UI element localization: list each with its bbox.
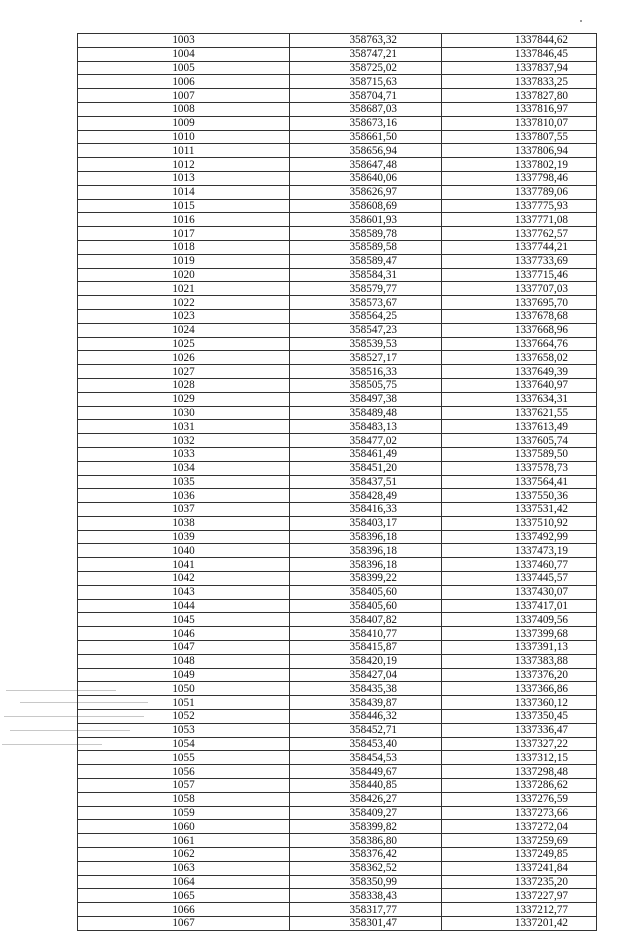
point-number-cell: 1056 [78,765,290,779]
x-coordinate-cell: 358608,69 [290,199,442,213]
point-number-cell: 1024 [78,323,290,337]
table-row [78,696,597,710]
y-coordinate-cell: 1337227,97 [442,889,597,903]
point-number-cell: 1063 [78,861,290,875]
y-coordinate-cell: 1337744,21 [442,240,597,254]
y-coordinate-cell: 1337640,97 [442,378,597,392]
table-row [78,682,597,696]
point-number-cell: 1018 [78,240,290,254]
point-number-cell: 1033 [78,447,290,461]
table-row [78,613,597,627]
point-number-cell: 1032 [78,434,290,448]
point-number-cell: 1067 [78,917,290,931]
x-coordinate-cell: 358440,85 [290,779,442,793]
table-row [78,806,597,820]
y-coordinate-cell: 1337816,97 [442,102,597,116]
point-number-cell: 1039 [78,530,290,544]
x-coordinate-cell: 358715,63 [290,75,442,89]
x-coordinate-cell: 358409,27 [290,806,442,820]
y-coordinate-cell: 1337837,94 [442,61,597,75]
x-coordinate-cell: 358661,50 [290,130,442,144]
point-number-cell: 1045 [78,613,290,627]
point-number-cell: 1014 [78,185,290,199]
table-row [78,227,597,241]
point-number-cell: 1020 [78,268,290,282]
table-row [78,254,597,268]
y-coordinate-cell: 1337249,85 [442,848,597,862]
table-row [78,765,597,779]
y-coordinate-cell: 1337833,25 [442,75,597,89]
y-coordinate-cell: 1337273,66 [442,806,597,820]
point-number-cell: 1022 [78,296,290,310]
point-number-cell: 1005 [78,61,290,75]
scan-speck [580,20,582,22]
y-coordinate-cell: 1337550,36 [442,489,597,503]
point-number-cell: 1026 [78,351,290,365]
x-coordinate-cell: 358427,04 [290,668,442,682]
y-coordinate-cell: 1337376,20 [442,668,597,682]
coordinates-table [77,33,597,931]
point-number-cell: 1016 [78,213,290,227]
x-coordinate-cell: 358399,82 [290,820,442,834]
y-coordinate-cell: 1337695,70 [442,296,597,310]
x-coordinate-cell: 358415,87 [290,641,442,655]
x-coordinate-cell: 358451,20 [290,461,442,475]
y-coordinate-cell: 1337445,57 [442,572,597,586]
point-number-cell: 1040 [78,544,290,558]
x-coordinate-cell: 358704,71 [290,89,442,103]
x-coordinate-cell: 358640,06 [290,171,442,185]
point-number-cell: 1049 [78,668,290,682]
point-number-cell: 1025 [78,337,290,351]
x-coordinate-cell: 358452,71 [290,723,442,737]
x-coordinate-cell: 358439,87 [290,696,442,710]
point-number-cell: 1029 [78,392,290,406]
y-coordinate-cell: 1337531,42 [442,503,597,517]
x-coordinate-cell: 358747,21 [290,47,442,61]
table-row [78,751,597,765]
point-number-cell: 1052 [78,710,290,724]
x-coordinate-cell: 358426,27 [290,792,442,806]
table-row [78,47,597,61]
x-coordinate-cell: 358405,60 [290,585,442,599]
x-coordinate-cell: 358725,02 [290,61,442,75]
table-row [78,475,597,489]
y-coordinate-cell: 1337634,31 [442,392,597,406]
point-number-cell: 1010 [78,130,290,144]
point-number-cell: 1008 [78,102,290,116]
table-row [78,392,597,406]
table-row [78,75,597,89]
point-number-cell: 1027 [78,365,290,379]
y-coordinate-cell: 1337360,12 [442,696,597,710]
table-row [78,530,597,544]
table-row [78,654,597,668]
point-number-cell: 1050 [78,682,290,696]
y-coordinate-cell: 1337762,57 [442,227,597,241]
table-row [78,737,597,751]
y-coordinate-cell: 1337201,42 [442,917,597,931]
y-coordinate-cell: 1337399,68 [442,627,597,641]
y-coordinate-cell: 1337621,55 [442,406,597,420]
y-coordinate-cell: 1337789,06 [442,185,597,199]
x-coordinate-cell: 358547,23 [290,323,442,337]
y-coordinate-cell: 1337259,69 [442,834,597,848]
table-row [78,820,597,834]
y-coordinate-cell: 1337664,76 [442,337,597,351]
y-coordinate-cell: 1337589,50 [442,447,597,461]
x-coordinate-cell: 358477,02 [290,434,442,448]
point-number-cell: 1034 [78,461,290,475]
table-row [78,130,597,144]
point-number-cell: 1037 [78,503,290,517]
point-number-cell: 1036 [78,489,290,503]
y-coordinate-cell: 1337366,86 [442,682,597,696]
point-number-cell: 1061 [78,834,290,848]
x-coordinate-cell: 358527,17 [290,351,442,365]
point-number-cell: 1017 [78,227,290,241]
y-coordinate-cell: 1337668,96 [442,323,597,337]
table-row [78,144,597,158]
point-number-cell: 1030 [78,406,290,420]
point-number-cell: 1004 [78,47,290,61]
x-coordinate-cell: 358396,18 [290,558,442,572]
y-coordinate-cell: 1337810,07 [442,116,597,130]
x-coordinate-cell: 358350,99 [290,875,442,889]
point-number-cell: 1023 [78,309,290,323]
x-coordinate-cell: 358437,51 [290,475,442,489]
x-coordinate-cell: 358317,77 [290,903,442,917]
point-number-cell: 1064 [78,875,290,889]
y-coordinate-cell: 1337658,02 [442,351,597,365]
table-row [78,34,597,48]
table-row [78,834,597,848]
table-row [78,848,597,862]
table-row [78,917,597,931]
point-number-cell: 1060 [78,820,290,834]
table-row [78,240,597,254]
point-number-cell: 1062 [78,848,290,862]
point-number-cell: 1028 [78,378,290,392]
y-coordinate-cell: 1337707,03 [442,282,597,296]
table-row [78,572,597,586]
table-row [78,503,597,517]
table-row [78,309,597,323]
x-coordinate-cell: 358416,33 [290,503,442,517]
table-row [78,779,597,793]
y-coordinate-cell: 1337409,56 [442,613,597,627]
table-row [78,434,597,448]
point-number-cell: 1013 [78,171,290,185]
y-coordinate-cell: 1337235,20 [442,875,597,889]
point-number-cell: 1048 [78,654,290,668]
point-number-cell: 1044 [78,599,290,613]
table-row [78,337,597,351]
x-coordinate-cell: 358626,97 [290,185,442,199]
point-number-cell: 1035 [78,475,290,489]
table-row [78,406,597,420]
x-coordinate-cell: 358301,47 [290,917,442,931]
x-coordinate-cell: 358763,32 [290,34,442,48]
point-number-cell: 1042 [78,572,290,586]
table-row [78,351,597,365]
x-coordinate-cell: 358454,53 [290,751,442,765]
x-coordinate-cell: 358403,17 [290,516,442,530]
point-number-cell: 1012 [78,158,290,172]
y-coordinate-cell: 1337578,73 [442,461,597,475]
y-coordinate-cell: 1337605,74 [442,434,597,448]
x-coordinate-cell: 358673,16 [290,116,442,130]
point-number-cell: 1058 [78,792,290,806]
y-coordinate-cell: 1337827,80 [442,89,597,103]
y-coordinate-cell: 1337678,68 [442,309,597,323]
table-row [78,199,597,213]
table-row [78,710,597,724]
x-coordinate-cell: 358362,52 [290,861,442,875]
x-coordinate-cell: 358579,77 [290,282,442,296]
y-coordinate-cell: 1337391,13 [442,641,597,655]
y-coordinate-cell: 1337492,99 [442,530,597,544]
y-coordinate-cell: 1337327,22 [442,737,597,751]
point-number-cell: 1011 [78,144,290,158]
point-number-cell: 1031 [78,420,290,434]
y-coordinate-cell: 1337802,19 [442,158,597,172]
y-coordinate-cell: 1337430,07 [442,585,597,599]
table-row [78,585,597,599]
x-coordinate-cell: 358564,25 [290,309,442,323]
point-number-cell: 1041 [78,558,290,572]
x-coordinate-cell: 358516,33 [290,365,442,379]
point-number-cell: 1055 [78,751,290,765]
table-row [78,158,597,172]
x-coordinate-cell: 358399,22 [290,572,442,586]
table-row [78,489,597,503]
table-row [78,544,597,558]
point-number-cell: 1066 [78,903,290,917]
table-row [78,420,597,434]
point-number-cell: 1007 [78,89,290,103]
x-coordinate-cell: 358497,38 [290,392,442,406]
table-row [78,516,597,530]
x-coordinate-cell: 358461,49 [290,447,442,461]
point-number-cell: 1043 [78,585,290,599]
point-number-cell: 1057 [78,779,290,793]
x-coordinate-cell: 358428,49 [290,489,442,503]
y-coordinate-cell: 1337212,77 [442,903,597,917]
y-coordinate-cell: 1337649,39 [442,365,597,379]
table-row [78,641,597,655]
y-coordinate-cell: 1337564,41 [442,475,597,489]
table-row [78,296,597,310]
x-coordinate-cell: 358405,60 [290,599,442,613]
point-number-cell: 1059 [78,806,290,820]
x-coordinate-cell: 358483,13 [290,420,442,434]
point-number-cell: 1054 [78,737,290,751]
x-coordinate-cell: 358407,82 [290,613,442,627]
point-number-cell: 1051 [78,696,290,710]
x-coordinate-cell: 358396,18 [290,530,442,544]
x-coordinate-cell: 358386,80 [290,834,442,848]
x-coordinate-cell: 358573,67 [290,296,442,310]
y-coordinate-cell: 1337272,04 [442,820,597,834]
point-number-cell: 1065 [78,889,290,903]
y-coordinate-cell: 1337510,92 [442,516,597,530]
x-coordinate-cell: 358420,19 [290,654,442,668]
table-row [78,723,597,737]
y-coordinate-cell: 1337312,15 [442,751,597,765]
table-row [78,378,597,392]
y-coordinate-cell: 1337846,45 [442,47,597,61]
y-coordinate-cell: 1337733,69 [442,254,597,268]
y-coordinate-cell: 1337775,93 [442,199,597,213]
y-coordinate-cell: 1337383,88 [442,654,597,668]
y-coordinate-cell: 1337844,62 [442,34,597,48]
point-number-cell: 1009 [78,116,290,130]
y-coordinate-cell: 1337350,45 [442,710,597,724]
x-coordinate-cell: 358489,48 [290,406,442,420]
table-row [78,792,597,806]
x-coordinate-cell: 358446,32 [290,710,442,724]
y-coordinate-cell: 1337298,48 [442,765,597,779]
table-row [78,668,597,682]
y-coordinate-cell: 1337715,46 [442,268,597,282]
x-coordinate-cell: 358338,43 [290,889,442,903]
x-coordinate-cell: 358449,67 [290,765,442,779]
y-coordinate-cell: 1337473,19 [442,544,597,558]
x-coordinate-cell: 358589,47 [290,254,442,268]
x-coordinate-cell: 358435,38 [290,682,442,696]
point-number-cell: 1053 [78,723,290,737]
table-row [78,558,597,572]
y-coordinate-cell: 1337286,62 [442,779,597,793]
y-coordinate-cell: 1337241,84 [442,861,597,875]
table-row [78,171,597,185]
point-number-cell: 1015 [78,199,290,213]
point-number-cell: 1003 [78,34,290,48]
x-coordinate-cell: 358589,78 [290,227,442,241]
table-row [78,185,597,199]
y-coordinate-cell: 1337276,59 [442,792,597,806]
point-number-cell: 1021 [78,282,290,296]
table-row [78,627,597,641]
point-number-cell: 1006 [78,75,290,89]
table-row [78,447,597,461]
point-number-cell: 1019 [78,254,290,268]
table-row [78,599,597,613]
table-row [78,461,597,475]
x-coordinate-cell: 358376,42 [290,848,442,862]
y-coordinate-cell: 1337798,46 [442,171,597,185]
y-coordinate-cell: 1337460,77 [442,558,597,572]
x-coordinate-cell: 358396,18 [290,544,442,558]
coordinates-table-body [78,34,597,931]
table-row [78,282,597,296]
x-coordinate-cell: 358453,40 [290,737,442,751]
y-coordinate-cell: 1337807,55 [442,130,597,144]
x-coordinate-cell: 358539,53 [290,337,442,351]
table-row [78,889,597,903]
table-row [78,102,597,116]
table-row [78,116,597,130]
x-coordinate-cell: 358410,77 [290,627,442,641]
table-row [78,213,597,227]
point-number-cell: 1047 [78,641,290,655]
x-coordinate-cell: 358601,93 [290,213,442,227]
y-coordinate-cell: 1337613,49 [442,420,597,434]
table-row [78,875,597,889]
table-row [78,89,597,103]
table-row [78,268,597,282]
y-coordinate-cell: 1337806,94 [442,144,597,158]
point-number-cell: 1038 [78,516,290,530]
x-coordinate-cell: 358647,48 [290,158,442,172]
x-coordinate-cell: 358589,58 [290,240,442,254]
y-coordinate-cell: 1337771,08 [442,213,597,227]
x-coordinate-cell: 358687,03 [290,102,442,116]
x-coordinate-cell: 358505,75 [290,378,442,392]
x-coordinate-cell: 358656,94 [290,144,442,158]
point-number-cell: 1046 [78,627,290,641]
y-coordinate-cell: 1337336,47 [442,723,597,737]
table-row [78,61,597,75]
y-coordinate-cell: 1337417,01 [442,599,597,613]
x-coordinate-cell: 358584,31 [290,268,442,282]
table-row [78,323,597,337]
table-row [78,365,597,379]
table-row [78,861,597,875]
